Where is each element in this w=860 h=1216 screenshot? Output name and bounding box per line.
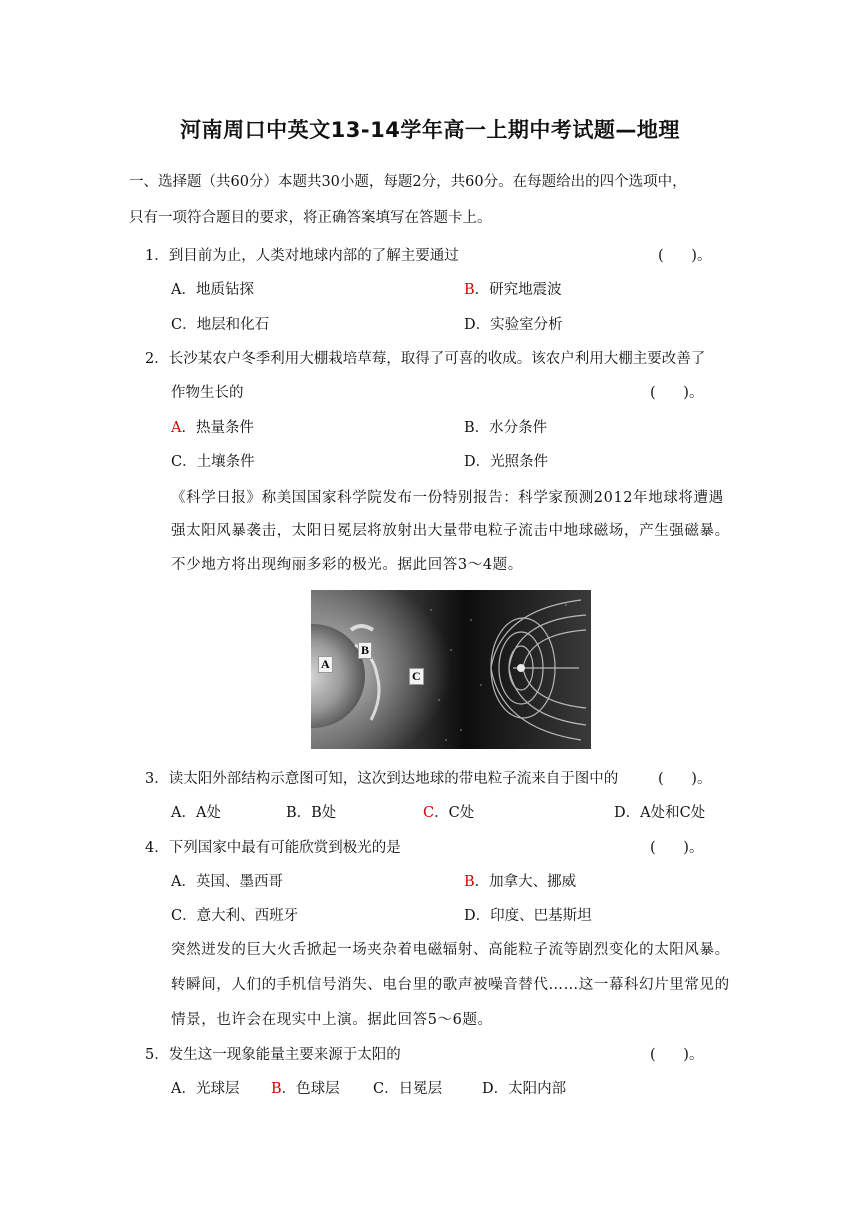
figure-label-b: B [358,642,372,659]
q1-option-d: D．实验室分析 [464,317,563,333]
q3-option-a: A．A处 [171,805,221,821]
q5-option-b [271,1077,340,1098]
q3-answer-paren: ( )。 [658,771,712,787]
q4-option-b-letter: B [464,874,475,890]
page-title: 河南周口中英文13-14学年高一上期中考试题—地理 [180,118,680,142]
q2-stem-line2: 作物生长的 [171,385,244,401]
q2-option-a [171,416,254,437]
q5-answer-paren: ( )。 [650,1047,704,1063]
q3-option-c-letter: C [423,805,435,821]
passage1-line2: 强太阳风暴袭击，太阳日冕层将放射出大量带电粒子流击中地球磁场，产生强磁暴。 [171,523,730,539]
figure-label-c: C [409,668,424,685]
figure-label-a: A [318,656,333,673]
passage2-line1: 突然迸发的巨大火舌掀起一场夹杂着电磁辐射、高能粒子流等剧烈变化的太阳风暴。 [171,942,730,958]
section-intro-line2: 只有一项符合题目的要求，将正确答案填写在答题卡上。 [129,210,492,226]
q4-option-c: C．意大利、西班牙 [171,908,299,924]
q1-stem: 1．到目前为止，人类对地球内部的了解主要通过 [145,248,459,264]
q1-option-b-text: ．研究地震波 [474,282,562,298]
q4-option-d: D．印度、巴基斯坦 [464,908,592,924]
q1-option-b-letter: B [464,282,475,298]
q1-option-c: C．地层和化石 [171,317,270,333]
q2-option-a-text: ．热量条件 [181,420,254,436]
q5-stem: 5．发生这一现象能量主要来源于太阳的 [145,1047,401,1063]
q1-option-a: A．地质钻探 [171,282,254,298]
section-intro-line1: 一、选择题（共60分）本题共30小题，每题2分，共60分。在每题给出的四个选项中， [129,174,687,190]
q3-stem: 3．读太阳外部结构示意图可知，这次到达地球的带电粒子流来自于图中的 [145,771,619,787]
q5-option-b-text: ．色球层 [281,1081,340,1097]
q5-option-d: D．太阳内部 [482,1081,567,1097]
passage1-line1: 《科学日报》称美国国家科学院发布一份特别报告：科学家预测2012年地球将遭遇 [171,490,724,506]
q4-option-b [464,870,576,891]
sun-magnetosphere-illustration [311,590,591,749]
q4-option-a: A．英国、墨西哥 [171,874,283,890]
q2-answer-paren: ( )。 [650,385,704,401]
passage2-line3: 情景，也许会在现实中上演。据此回答5～6题。 [171,1012,493,1028]
q5-option-b-letter: B [271,1081,282,1097]
q5-option-a: A．光球层 [171,1081,240,1097]
q2-option-c: C．土壤条件 [171,454,255,470]
sun-magnetosphere-figure [311,590,591,749]
q3-option-c-text: ．C处 [434,805,475,821]
q4-answer-paren: ( )。 [650,840,704,856]
passage1-line3: 不少地方将出现绚丽多彩的极光。据此回答3～4题。 [171,557,523,573]
q2-stem-line1: 2．长沙某农户冬季利用大棚栽培草莓，取得了可喜的收成。该农户利用大棚主要改善了 [145,351,706,367]
q4-stem: 4．下列国家中最有可能欣赏到极光的是 [145,840,401,856]
q5-option-c: C．日冕层 [373,1081,443,1097]
q2-option-d: D．光照条件 [464,454,549,470]
q3-option-b: B．B处 [286,805,337,821]
q3-option-d: D．A处和C处 [614,805,706,821]
passage2-line2: 转瞬间，人们的手机信号消失、电台里的歌声被噪音替代……这一幕科幻片里常见的 [171,977,730,993]
q3-option-c [423,801,474,822]
q1-answer-paren: ( )。 [658,248,712,264]
q1-option-b [464,278,562,299]
q4-option-b-text: ．加拿大、挪威 [474,874,577,890]
q2-option-b: B．水分条件 [464,420,548,436]
q2-option-a-letter: A [171,420,182,436]
